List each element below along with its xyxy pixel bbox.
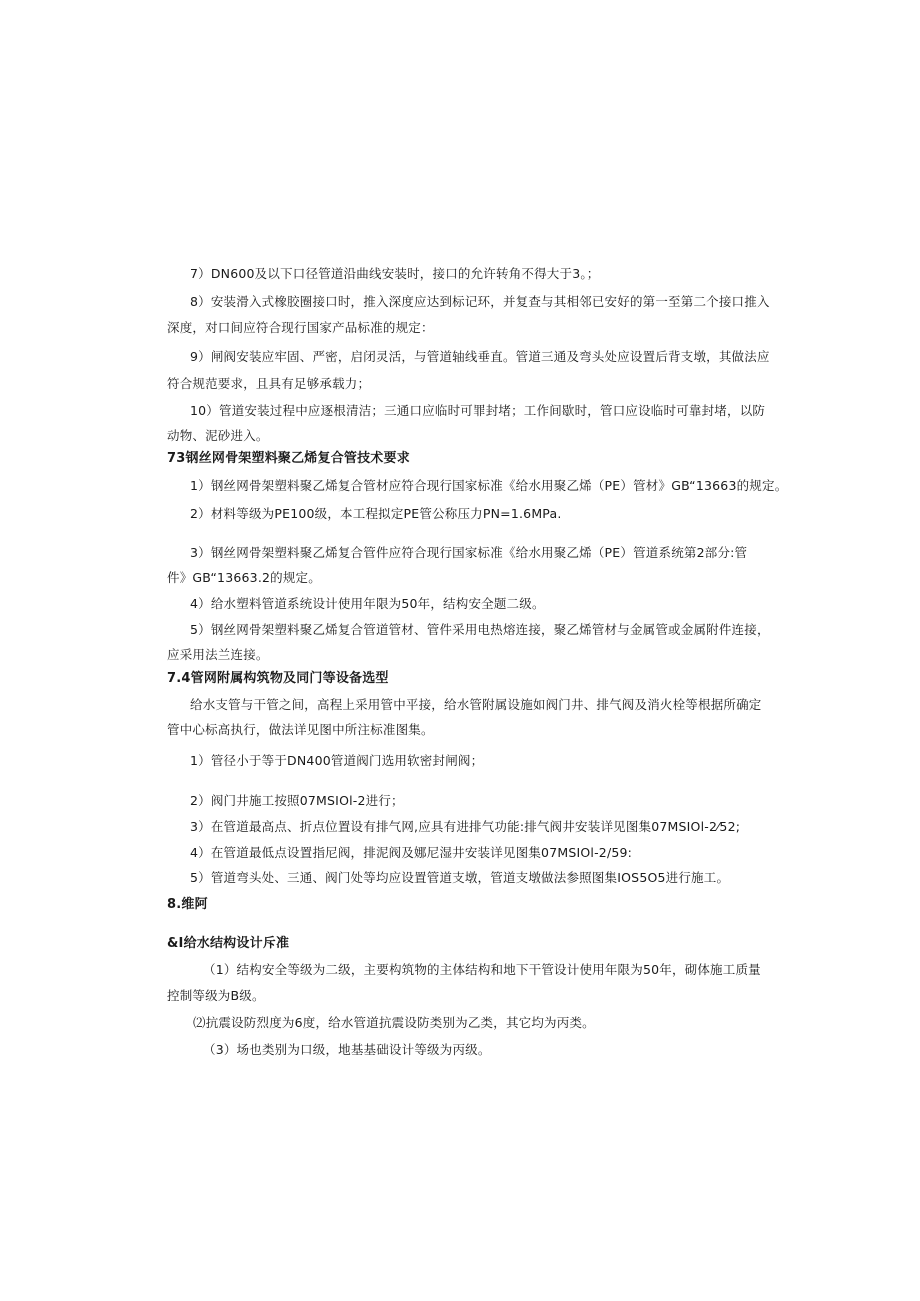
section-7-4-heading: 7.4管网附属构筑物及同门等设备选型 xyxy=(167,671,389,686)
section-7-3-heading: 73钢丝网骨架塑料聚乙烯复合管技术要求 xyxy=(167,451,410,466)
item-7-3-5: 5）钢丝网骨架塑料聚乙烯复合管道管材、管件采用电热熔连接，聚乙烯管材与金属管或金属附件连接， xyxy=(190,622,770,637)
item-8-1-1-cont: 控制等级为B级。 xyxy=(167,988,265,1003)
item-7-2-8-cont: 深度，对口间应符合现行国家产品标准的规定： xyxy=(167,320,434,335)
item-7-2-9-cont: 符合规范要求，且具有足够承载力； xyxy=(167,376,371,391)
item-7-3-1: 1）钢丝网骨架塑料聚乙烯复合管材应符合现行国家标准《给水用聚乙烯（PE）管材》GB“13663的规定。 xyxy=(190,478,788,493)
section-8-heading: 8.维阿 xyxy=(167,897,208,912)
item-7-4-1: 1）管径小于等于DN400管道阀门选用软密封闸阀； xyxy=(190,753,484,768)
item-8-1-3: （3）场也类别为口级，地基基础设计等级为丙级。 xyxy=(203,1042,491,1057)
section-7-4-intro-cont: 管中心标高执行，做法详见图中所注标准图集。 xyxy=(167,722,434,737)
item-8-1-1: （1）结构安全等级为二级，主要构筑物的主体结构和地下干管设计使用年限为50年，砌体施工质量 xyxy=(203,962,761,977)
item-7-2-7: 7）DN600及以下口径管道沿曲线安装时，接口的允许转角不得大于3。； xyxy=(190,266,600,281)
item-7-3-4: 4）给水塑料管道系统设计使用年限为50年，结构安全题二级。 xyxy=(190,596,545,611)
item-7-2-10-cont: 动物、泥砂进入。 xyxy=(167,428,269,443)
item-7-3-2: 2）材料等级为PE100级，本工程拟定PE管公称压力PN=1.6MPa. xyxy=(190,506,562,521)
item-7-4-5: 5）管道弯头处、三通、阀门处等均应设置管道支墩，管道支墩做法参照图集IOS5O5进行施工。 xyxy=(190,870,730,885)
item-7-2-10: 10）管道安装过程中应逐根清洁；三通口应临时可罪封堵；工作间歇时，管口应设临时可靠封堵，以防 xyxy=(190,403,766,418)
item-7-4-2: 2）阀门井施工按照07MSIOl-2进行； xyxy=(190,793,404,808)
item-7-2-9: 9）闸阀安装应牢固、严密，启闭灵活，与管道轴线垂直。管道三通及弯头处应设置后背支墩，其做法应 xyxy=(190,349,770,364)
section-7-4-intro: 给水支管与干管之间，高程上采用管中平接，给水管附属设施如阀门井、排气阀及消火栓等根据所确定 xyxy=(190,697,762,712)
item-7-4-4: 4）在管道最低点设置指尼阀，排泥阀及娜尼湿井安装详见图集07MSIOl-2/59: xyxy=(190,845,633,860)
section-8-1-heading: &I给水结构设计斥准 xyxy=(167,936,290,951)
item-8-1-2: ⑵抗震设防烈度为6度，给水管道抗震设防类别为乙类，其它均为丙类。 xyxy=(193,1015,595,1030)
item-7-3-5-cont: 应采用法兰连接。 xyxy=(167,647,269,662)
item-7-3-3: 3）钢丝网骨架塑料聚乙烯复合管件应符合现行国家标准《给水用聚乙烯（PE）管道系统第2部分:管 xyxy=(190,545,748,560)
item-7-2-8: 8）安装滑入式橡胶圈接口时，推入深度应达到标记环，并复查与其相邻已安好的第一至第二个接口推入 xyxy=(190,294,770,309)
item-7-4-3: 3）在管道最高点、折点位置设有排气网,应具有进排气功能:排气阀井安装详见图集07MSIOl-2⁄52; xyxy=(190,819,741,834)
item-7-3-3-cont: 件》GB“13663.2的规定。 xyxy=(167,570,321,585)
